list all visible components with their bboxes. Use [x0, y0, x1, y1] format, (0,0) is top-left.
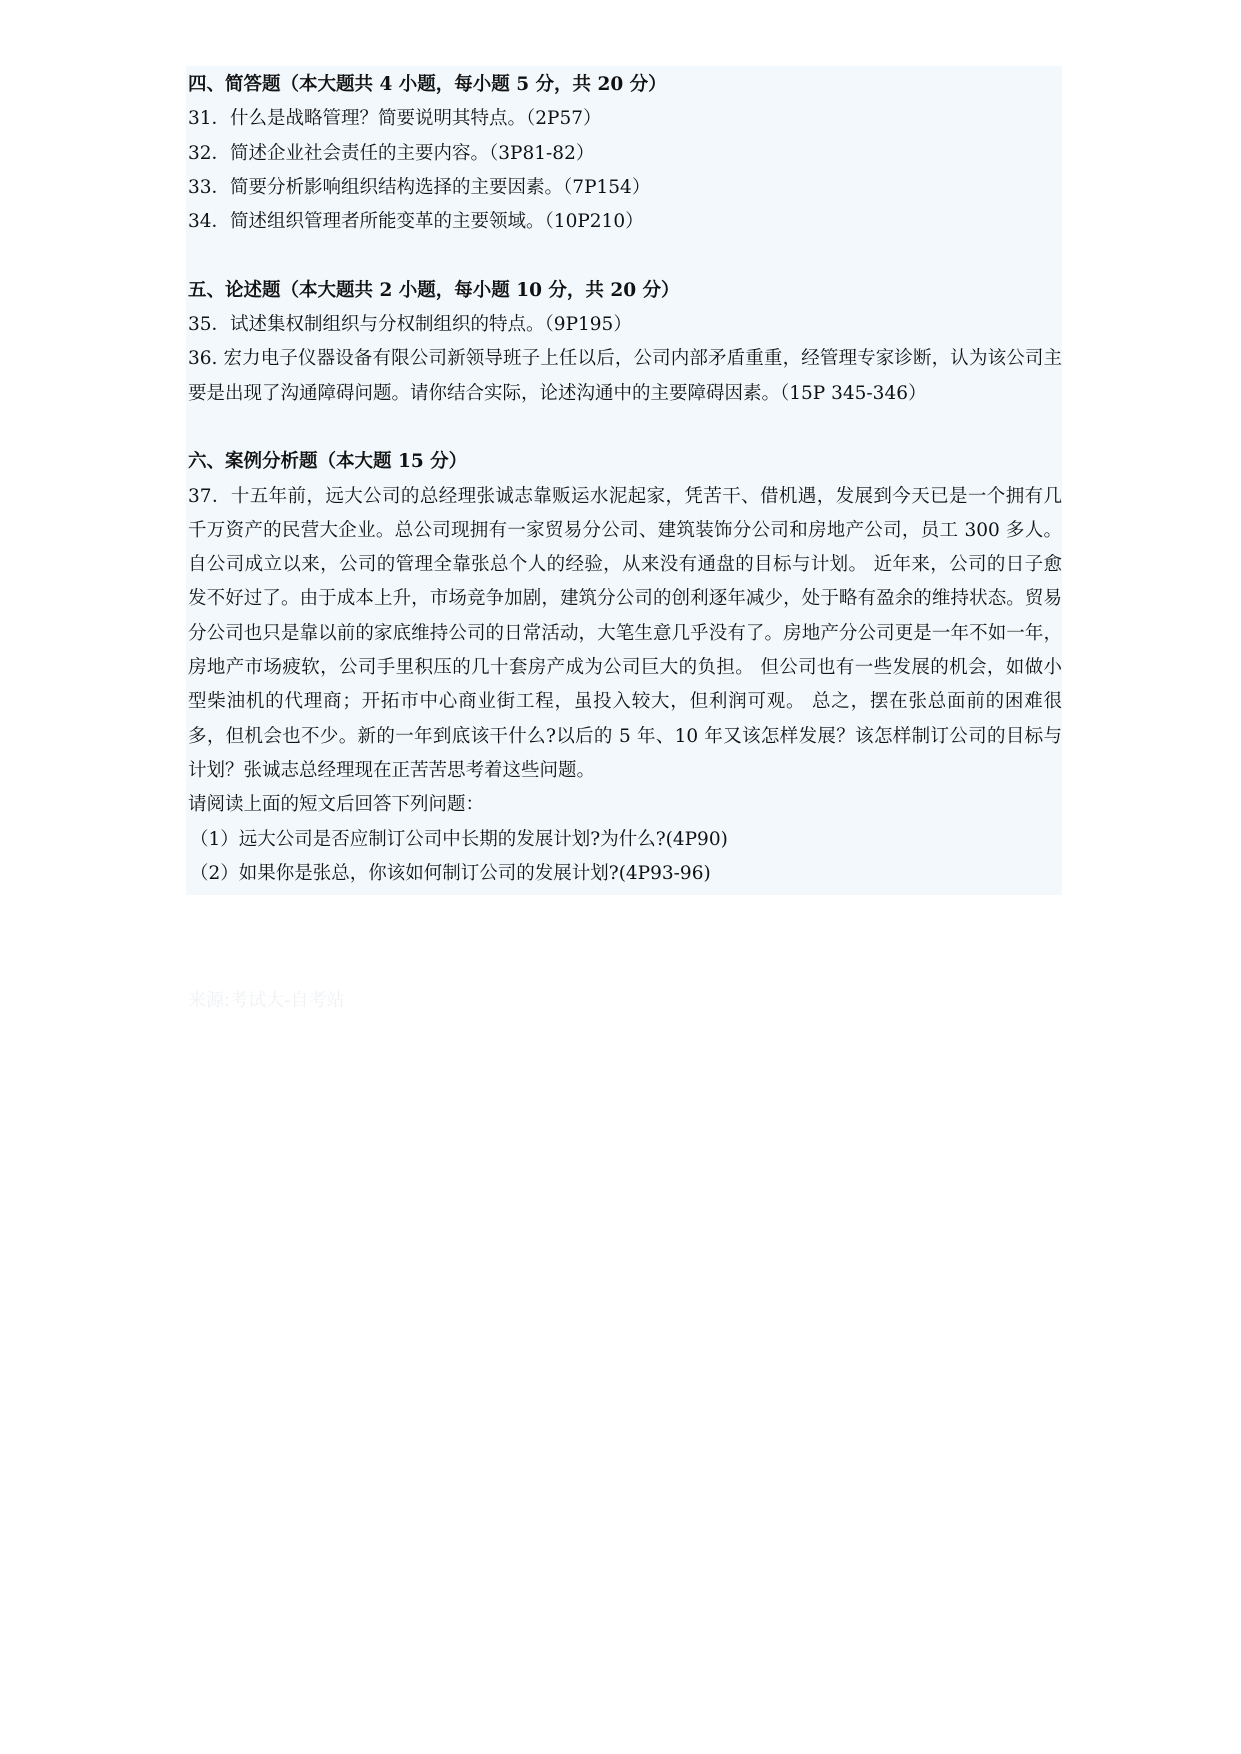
question-31: 31．什么是战略管理？简要说明其特点。（2P57）	[188, 108, 602, 130]
question-37-case-text: 37．十五年前，远大公司的总经理张诚志靠贩运水泥起家，凭苦干、借机遇，发展到今天已是一个拥有几千万资产的民营大企业。总公司现拥有一家贸易分公司、建筑装饰分公司和房地产公司，员工 300 多人。 自公司成立以来，公司的管理全靠张总个人的经验，从来没有通盘的目标与计划。 近年来，公司的日子愈发不好过了。由于成本上升，市场竞争加剧，建筑分公司的创利逐年减少，处于略有盈余的维持状态。贸易分公司也只是靠以前的家底维持公司的日常活动，大笔生意几乎没有了。房地产分公司更是一年不如一年，房地产市场疲软，公司手里积压的几十套房产成为公司巨大的负担。 但公司也有一些发展的机会，如做小型柴油机的代理商；开拓市中心商业街工程，虽投入较大，但利润可观。 总之，摆在张总面前的困难很多，但机会也不少。新的一年到底该干什么?以后的 5 年、10 年又该怎样发展？该怎样制订公司的目标与计划？张诚志总经理现在正苦苦思考着这些问题。	[188, 485, 1062, 781]
question-35: 35．试述集权制组织与分权制组织的特点。（9P195）	[188, 314, 632, 336]
section-5-heading: 五、论述题（本大题共 2 小题，每小题 10 分，共 20 分）	[188, 279, 680, 301]
question-32: 32．简述企业社会责任的主要内容。（3P81-82）	[188, 142, 595, 164]
section-6-heading: 六、案例分析题（本大题 15 分）	[188, 451, 468, 473]
watermark-text: 来源:考试大-自考站	[188, 990, 345, 1011]
question-33: 33．简要分析影响组织结构选择的主要因素。（7P154）	[188, 176, 651, 198]
case-question-2: （2）如果你是张总，你该如何制订公司的发展计划?(4P93-96)	[190, 862, 711, 884]
document-body	[186, 66, 1062, 895]
section-4-heading: 四、简答题（本大题共 4 小题，每小题 5 分，共 20 分）	[188, 74, 667, 95]
case-question-1: （1）远大公司是否应制订公司中长期的发展计划?为什么?(4P90)	[190, 828, 728, 850]
spacer	[188, 411, 1062, 445]
case-prompt: 请阅读上面的短文后回答下列问题：	[188, 794, 485, 816]
question-34: 34．简述组织管理者所能变革的主要领域。（10P210）	[188, 211, 644, 233]
spacer	[188, 239, 1062, 273]
question-36: 36. 宏力电子仪器设备有限公司新领导班子上任以后，公司内部矛盾重重，经管理专家诊断，认为该公司主要是出现了沟通障碍问题。请你结合实际，论述沟通中的主要障碍因素。（15P 345-346）	[188, 348, 1062, 404]
